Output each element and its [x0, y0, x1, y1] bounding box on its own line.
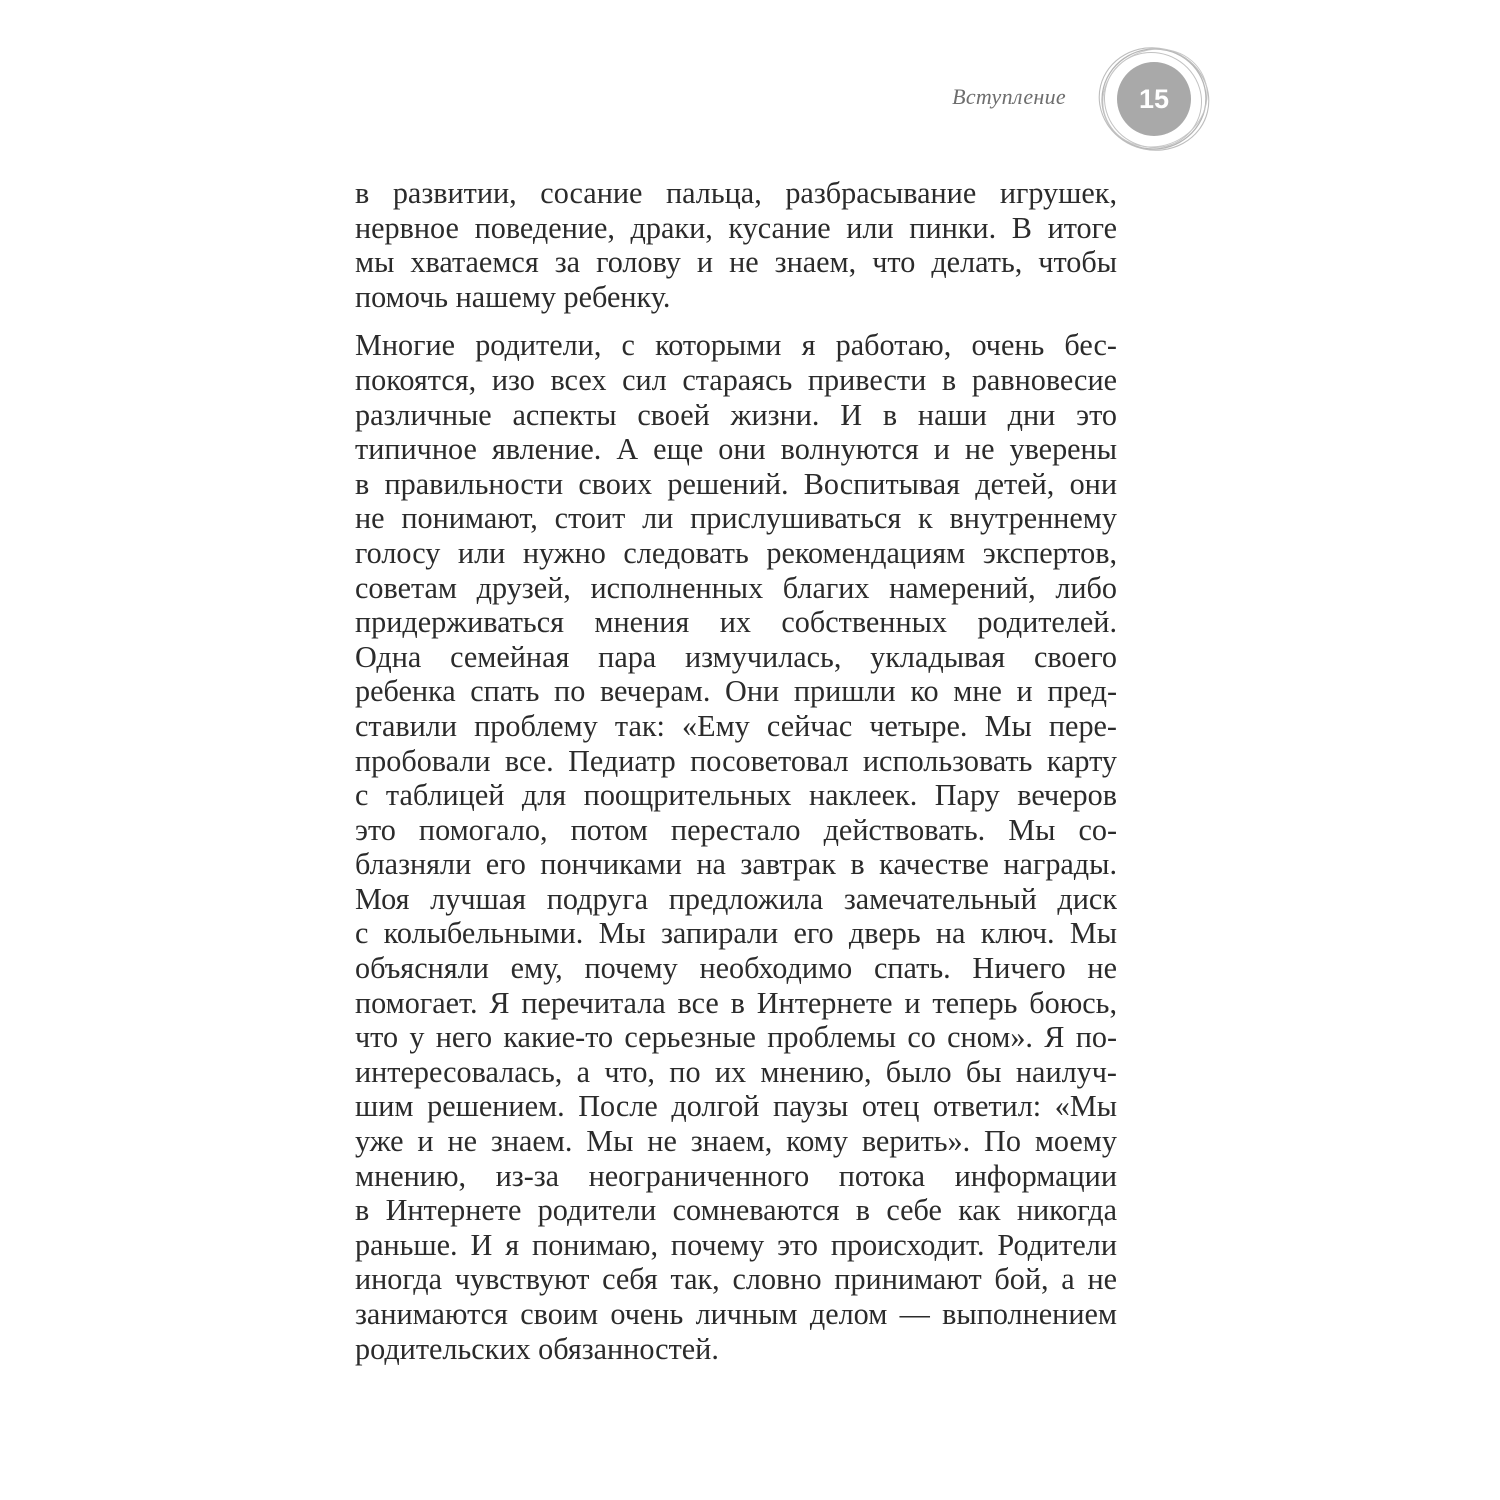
text-line: блазняли его пончиками на завтрак в качестве награды.: [355, 847, 1117, 882]
paragraph-2: [355, 328, 1117, 1366]
text-line: помочь нашему ребенку.: [355, 279, 671, 314]
text-line: помогает. Я перечитала все в Интернете и теперь боюсь,: [355, 985, 1117, 1020]
text-line: уже и не знаем. Мы не знаем, кому верить». По моему: [355, 1124, 1117, 1159]
text-line: что у него какие-то серьезные проблемы со сном». Я по-: [355, 1020, 1117, 1055]
text-line: типичное явление. А еще они волнуются и не уверены: [355, 432, 1117, 467]
text-line: с колыбельными. Мы запирали его дверь на ключ. Мы: [355, 916, 1117, 951]
running-head: Вступление: [952, 84, 1066, 109]
text-line: ребенка спать по вечерам. Они пришли ко мне и пред-: [355, 674, 1117, 709]
page-number-badge: [1094, 43, 1214, 155]
text-line: пробовали все. Педиатр посоветовал использовать карту: [355, 743, 1117, 778]
paragraph-1: [355, 176, 1117, 314]
text-line: в Интернете родители сомневаются в себе как никогда: [355, 1193, 1117, 1228]
text-line: с таблицей для поощрительных наклеек. Пару вечеров: [355, 778, 1117, 813]
text-line: Многие родители, с которыми я работаю, очень бес-: [355, 328, 1117, 363]
text-line: нервное поведение, драки, кусание или пинки. В итоге: [355, 210, 1117, 245]
text-line: иногда чувствуют себя так, словно принимают бой, а не: [355, 1262, 1117, 1297]
text-line: в правильности своих решений. Воспитывая детей, они: [355, 466, 1117, 501]
text-line: объясняли ему, почему необходимо спать. Ничего не: [355, 951, 1117, 986]
text-line: мы хватаемся за голову и не знаем, что делать, чтобы: [355, 245, 1117, 280]
text-line: это помогало, потом перестало действовать. Мы со-: [355, 812, 1117, 847]
text-line: Одна семейная пара измучилась, укладывая своего: [355, 639, 1117, 674]
text-line: советам друзей, исполненных благих намерений, либо: [355, 570, 1117, 605]
text-line: интересовалась, а что, по их мнению, было бы наилуч-: [355, 1054, 1117, 1089]
text-line: в развитии, сосание пальца, разбрасывание игрушек,: [355, 176, 1117, 210]
text-line: не понимают, стоит ли прислушиваться к внутреннему: [355, 501, 1117, 536]
text-line: покоятся, изо всех сил стараясь привести в равновесие: [355, 362, 1117, 397]
text-line: ставили проблему так: «Ему сейчас четыре. Мы пере-: [355, 708, 1117, 743]
text-line: родительских обязанностей.: [355, 1331, 719, 1366]
text-line: раньше. И я понимаю, почему это происходит. Родители: [355, 1227, 1117, 1262]
text-line: занимаются своим очень личным делом — выполнением: [355, 1297, 1117, 1331]
text-line: Моя лучшая подруга предложила замечательный диск: [355, 881, 1117, 916]
text-line: различные аспекты своей жизни. И в наши дни это: [355, 397, 1117, 432]
text-line: голосу или нужно следовать рекомендациям экспертов,: [355, 535, 1117, 570]
text-line: шим решением. После долгой паузы отец ответил: «Мы: [355, 1089, 1117, 1124]
page-number: 15: [1138, 84, 1170, 114]
text-line: придерживаться мнения их собственных родителей.: [355, 605, 1117, 640]
text-line: мнению, из-за неограниченного потока информации: [355, 1158, 1117, 1193]
body-text: [355, 176, 1117, 1380]
